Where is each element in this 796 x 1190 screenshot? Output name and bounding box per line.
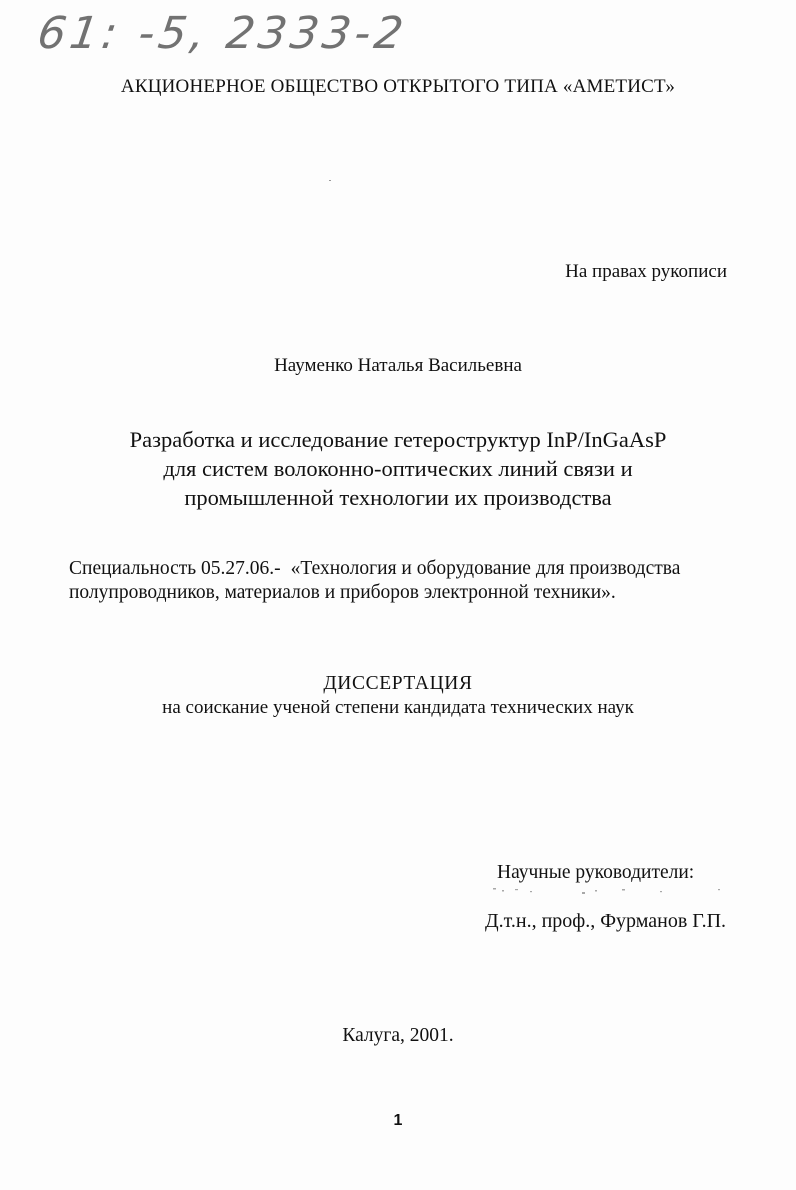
specialty-code: Специальность 05.27.06.-	[69, 558, 281, 579]
specialty-line-1	[69, 557, 680, 581]
handwritten-archive-number: 61: -5, 2333-2	[34, 8, 411, 59]
specialty-line-2: полупроводников, материалов и приборов электронной техники».	[69, 582, 616, 603]
title-line: Разработка и исследование гетероструктур InP/InGaAsP	[129, 427, 667, 452]
place-and-year: Калуга, 2001.	[342, 1025, 454, 1046]
manuscript-rights-note: На правах рукописи	[565, 261, 727, 282]
title-line: для систем волоконно-оптических линий связи и	[163, 456, 633, 481]
dissertation-subtitle: на соискание ученой степени кандидата технических наук	[162, 697, 634, 718]
faint-scan-marks	[490, 884, 730, 898]
page-number: 1	[393, 1112, 403, 1129]
supervisors-label: Научные руководители:	[497, 862, 695, 883]
supervisor-name: Д.т.н., проф., Фурманов Г.П.	[485, 910, 727, 932]
organization-name: АКЦИОНЕРНОЕ ОБЩЕСТВО ОТКРЫТОГО ТИПА «АМЕТИСТ»	[120, 76, 676, 97]
scan-speck	[329, 180, 331, 181]
specialty-name: «Технология и оборудование для производства	[290, 558, 681, 579]
title-line: промышленной технологии их производства	[184, 485, 612, 510]
dissertation-heading: ДИССЕРТАЦИЯ	[323, 673, 473, 694]
author-name: Науменко Наталья Васильевна	[274, 355, 522, 376]
dissertation-title	[0, 425, 796, 512]
specialty-block	[69, 557, 680, 605]
